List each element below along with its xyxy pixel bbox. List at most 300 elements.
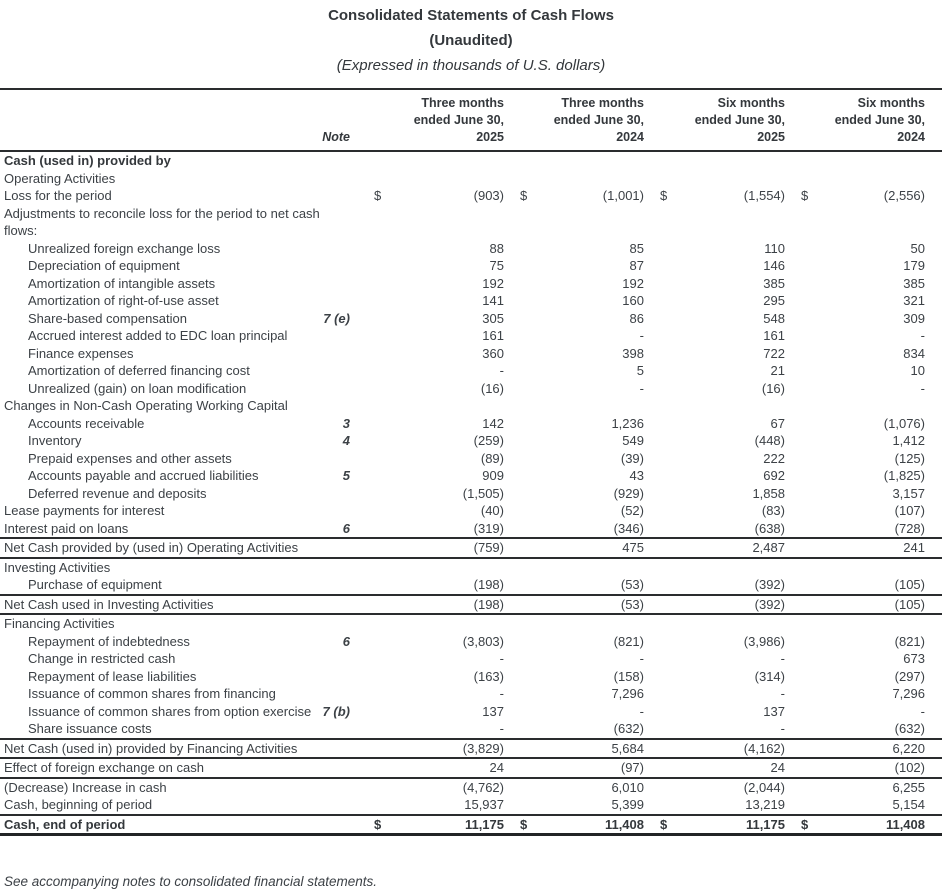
table-row — [0, 432, 942, 450]
row-value: 24 — [676, 758, 787, 778]
row-note-reference — [302, 292, 360, 310]
currency-symbol — [506, 345, 536, 363]
row-value: 11,408 — [817, 815, 942, 835]
currency-symbol — [506, 703, 536, 721]
row-value: (821) — [613, 633, 644, 649]
row-value: 86 — [629, 310, 644, 326]
row-value: 6,220 — [817, 739, 942, 759]
row-value — [676, 614, 787, 633]
currency-symbol — [506, 558, 536, 577]
currency-symbol — [646, 758, 676, 778]
currency-symbol — [646, 633, 676, 651]
row-value: 192 — [622, 275, 644, 291]
currency-symbol — [506, 151, 536, 170]
row-label: Amortization of deferred financing cost — [28, 363, 250, 378]
row-value: 88 — [489, 240, 504, 256]
row-value: (929) — [613, 485, 644, 501]
currency-symbol — [506, 633, 536, 651]
currency-symbol — [787, 151, 817, 170]
row-label: Net Cash provided by (used in) Operating Activities — [0, 538, 302, 558]
row-label: Deferred revenue and deposits — [28, 485, 207, 501]
row-label: Net Cash used in Investing Activities — [0, 595, 302, 615]
row-note-reference — [302, 685, 360, 703]
row-value: 11,175 — [676, 815, 787, 835]
row-label: Unrealized (gain) on loan modification — [28, 380, 247, 396]
row-value: - — [390, 720, 506, 739]
table-row — [0, 633, 942, 651]
row-note-reference — [302, 170, 360, 188]
table-row — [0, 485, 942, 503]
currency-symbol — [787, 703, 817, 721]
row-value: - — [499, 363, 504, 378]
currency-symbol: $ — [801, 188, 809, 203]
currency-symbol — [787, 668, 817, 686]
currency-symbol — [506, 170, 536, 188]
row-label: Investing Activities — [4, 559, 111, 575]
currency-symbol — [787, 240, 817, 258]
row-note-reference — [302, 668, 360, 686]
row-value: 137 — [763, 703, 785, 719]
row-note-reference — [302, 650, 360, 668]
currency-symbol — [506, 485, 536, 503]
row-note-reference: 6 — [302, 520, 360, 539]
currency-symbol — [506, 310, 536, 328]
row-value — [536, 205, 646, 223]
table-row — [0, 558, 942, 577]
row-value: 110 — [764, 240, 785, 256]
row-value: 21 — [770, 363, 785, 378]
row-value: (728) — [817, 520, 942, 539]
table-row — [0, 310, 942, 328]
currency-symbol: $ — [646, 815, 676, 835]
currency-symbol — [646, 345, 676, 363]
currency-symbol — [646, 778, 676, 797]
row-label: Loss for the period — [4, 188, 112, 203]
currency-symbol — [506, 397, 536, 415]
row-label: Cash, beginning of period — [0, 796, 302, 815]
row-value: (158) — [613, 668, 644, 684]
table-row — [0, 685, 942, 703]
row-label: Unrealized foreign exchange loss — [28, 240, 221, 256]
row-value: - — [676, 720, 787, 739]
row-note-reference — [302, 796, 360, 815]
currency-symbol — [360, 467, 390, 485]
currency-symbol — [506, 739, 536, 759]
table-row — [0, 240, 942, 258]
row-value: (105) — [817, 576, 942, 595]
row-value: (638) — [676, 520, 787, 539]
currency-symbol — [506, 380, 536, 398]
row-value: (632) — [536, 720, 646, 739]
currency-symbol — [787, 720, 817, 739]
table-row — [0, 796, 942, 815]
currency-symbol — [646, 650, 676, 668]
row-value — [817, 151, 942, 170]
row-value: (314) — [754, 668, 785, 684]
currency-symbol — [360, 170, 390, 188]
currency-symbol — [360, 796, 390, 815]
row-note-reference — [302, 739, 360, 759]
row-value — [676, 558, 787, 577]
row-value: 1,858 — [752, 485, 785, 501]
currency-symbol — [360, 432, 390, 450]
row-value: (759) — [390, 538, 506, 558]
currency-symbol — [646, 467, 676, 485]
currency-symbol — [646, 685, 676, 703]
table-row — [0, 720, 942, 739]
currency-symbol: $ — [660, 188, 668, 203]
row-value: (52) — [620, 503, 644, 518]
currency-symbol — [787, 397, 817, 415]
row-label: Repayment of indebtedness — [28, 633, 190, 649]
row-value: 360 — [482, 345, 504, 361]
row-value: (2,556) — [883, 188, 925, 203]
table-row — [0, 576, 942, 595]
currency-symbol — [787, 576, 817, 595]
row-value: 141 — [482, 293, 504, 308]
row-value: - — [639, 703, 644, 719]
row-note-reference: 6 — [342, 633, 350, 649]
row-note-reference — [302, 327, 360, 345]
table-row — [0, 380, 942, 398]
row-value: (903) — [473, 188, 504, 203]
table-row — [0, 450, 942, 468]
currency-symbol — [646, 151, 676, 170]
row-label: Share issuance costs — [0, 720, 302, 739]
currency-symbol — [787, 778, 817, 797]
row-note-reference — [302, 502, 360, 520]
row-note-reference — [302, 257, 360, 275]
currency-symbol — [787, 362, 817, 380]
row-note-reference — [302, 187, 360, 205]
row-label: Inventory — [28, 433, 82, 448]
currency-symbol — [360, 739, 390, 759]
currency-symbol — [360, 758, 390, 778]
row-value: 146 — [763, 258, 785, 273]
row-value: 24 — [390, 758, 506, 778]
row-value: 13,219 — [676, 796, 787, 815]
row-value: 548 — [763, 310, 785, 326]
row-value: - — [780, 651, 785, 666]
row-value: (346) — [536, 520, 646, 539]
row-value: (319) — [390, 520, 506, 539]
currency-symbol: $ — [787, 815, 817, 835]
currency-symbol — [646, 576, 676, 595]
row-value: 398 — [622, 345, 644, 361]
row-value: 179 — [903, 258, 925, 273]
row-value: 475 — [536, 538, 646, 558]
row-value — [390, 222, 506, 240]
table-row — [0, 205, 942, 223]
currency-symbol — [646, 240, 676, 258]
currency-symbol — [787, 614, 817, 633]
currency-symbol — [360, 151, 390, 170]
currency-symbol — [360, 502, 390, 520]
currency-symbol — [360, 397, 390, 415]
row-value: - — [780, 686, 785, 701]
cash-flow-table — [0, 88, 942, 836]
document-subtitle-currency: (Expressed in thousands of U.S. dollars) — [336, 57, 606, 74]
row-value: 15,937 — [390, 796, 506, 815]
row-label: Cash, end of period — [0, 815, 302, 835]
currency-symbol — [646, 415, 676, 433]
row-value: 161 — [482, 328, 504, 343]
row-value: 834 — [903, 345, 925, 361]
row-value: 6,010 — [611, 779, 644, 795]
row-value: 161 — [763, 328, 785, 343]
row-value: 7,296 — [892, 686, 925, 701]
row-value — [817, 397, 942, 415]
row-note-reference — [302, 576, 360, 595]
row-value: (3,829) — [390, 739, 506, 759]
row-value: (1,001) — [602, 188, 644, 203]
row-value: (1,825) — [883, 468, 925, 483]
currency-symbol — [787, 205, 817, 223]
currency-symbol — [646, 720, 676, 739]
currency-symbol — [506, 502, 536, 520]
row-label: Accounts receivable — [28, 415, 145, 431]
currency-symbol — [787, 170, 817, 188]
row-value: (89) — [480, 450, 504, 466]
currency-symbol — [787, 310, 817, 328]
currency-symbol — [360, 205, 390, 223]
row-label: Financing Activities — [4, 616, 115, 631]
table-row — [0, 292, 942, 310]
row-note-reference — [302, 275, 360, 293]
row-note-reference: 3 — [342, 415, 350, 431]
row-value: (97) — [536, 758, 646, 778]
row-value: (125) — [894, 450, 925, 466]
currency-symbol — [506, 685, 536, 703]
currency-symbol — [787, 758, 817, 778]
currency-symbol — [787, 502, 817, 520]
currency-symbol — [646, 485, 676, 503]
row-value: (105) — [817, 595, 942, 615]
row-value — [676, 170, 787, 188]
row-value: 1,412 — [892, 433, 925, 448]
currency-symbol — [506, 720, 536, 739]
row-value: 85 — [629, 240, 644, 256]
currency-symbol — [646, 538, 676, 558]
table-row — [0, 595, 942, 615]
currency-symbol — [360, 485, 390, 503]
row-value — [536, 397, 646, 415]
currency-symbol — [506, 205, 536, 223]
row-value — [536, 614, 646, 633]
currency-symbol — [646, 796, 676, 815]
row-note-reference: 7 (e) — [323, 310, 350, 326]
currency-symbol — [360, 292, 390, 310]
row-value — [817, 614, 942, 633]
row-value: (198) — [390, 595, 506, 615]
row-value: (448) — [754, 433, 785, 448]
row-value: 3,157 — [892, 485, 925, 501]
row-note-reference — [302, 538, 360, 558]
currency-symbol — [360, 778, 390, 797]
row-value: 305 — [482, 310, 504, 326]
row-value: 7,296 — [611, 686, 644, 701]
row-value: 160 — [622, 293, 644, 308]
currency-symbol — [506, 595, 536, 615]
currency-symbol — [360, 275, 390, 293]
row-value: (53) — [536, 576, 646, 595]
row-value: 241 — [817, 538, 942, 558]
row-value: (632) — [817, 720, 942, 739]
currency-symbol: $ — [506, 815, 536, 835]
row-value: 5 — [636, 363, 644, 378]
row-value: 137 — [482, 703, 504, 719]
currency-symbol — [360, 650, 390, 668]
column-header-h1-2024: Six months ended June 30, 2024 — [787, 89, 942, 151]
row-value: 385 — [763, 275, 785, 291]
row-label: Adjustments to reconcile loss for the period to net cash — [4, 205, 320, 221]
table-row — [0, 327, 942, 345]
currency-symbol — [506, 432, 536, 450]
row-value — [676, 205, 787, 223]
currency-symbol — [787, 796, 817, 815]
row-value — [536, 170, 646, 188]
row-value: (16) — [761, 380, 785, 396]
currency-symbol — [646, 170, 676, 188]
row-value: 6,255 — [892, 779, 925, 795]
row-value: 67 — [770, 415, 785, 431]
row-note-reference: 4 — [342, 433, 350, 448]
currency-symbol — [787, 650, 817, 668]
column-header-q2-2024: Three months ended June 30, 2024 — [506, 89, 646, 151]
table-row — [0, 703, 942, 721]
table-row — [0, 257, 942, 275]
row-value: (297) — [894, 668, 925, 684]
row-value — [817, 558, 942, 577]
currency-symbol — [506, 415, 536, 433]
row-value — [390, 614, 506, 633]
row-value — [817, 170, 942, 188]
table-row — [0, 222, 942, 240]
currency-symbol — [646, 739, 676, 759]
currency-symbol — [646, 668, 676, 686]
row-value: 5,684 — [536, 739, 646, 759]
row-value — [676, 397, 787, 415]
row-value: - — [639, 651, 644, 666]
table-row — [0, 467, 942, 485]
row-value: 43 — [629, 468, 644, 483]
row-value — [390, 205, 506, 223]
row-note-reference — [302, 240, 360, 258]
row-value: (39) — [620, 450, 644, 466]
row-value: 11,408 — [536, 815, 646, 835]
row-value: (1,505) — [462, 485, 504, 501]
row-label: Operating Activities — [4, 170, 116, 186]
currency-symbol — [787, 595, 817, 615]
row-value: (392) — [676, 576, 787, 595]
row-value: - — [639, 380, 644, 396]
currency-symbol — [506, 292, 536, 310]
currency-symbol — [360, 310, 390, 328]
accompanying-notes-text: See accompanying notes to consolidated financial statements. — [4, 874, 377, 889]
currency-symbol — [646, 362, 676, 380]
currency-symbol — [646, 595, 676, 615]
currency-symbol — [646, 558, 676, 577]
table-row — [0, 275, 942, 293]
currency-symbol — [646, 380, 676, 398]
row-note-reference — [302, 558, 360, 577]
currency-symbol — [506, 538, 536, 558]
currency-symbol — [787, 538, 817, 558]
row-label: Share-based compensation — [28, 310, 187, 326]
currency-symbol — [506, 614, 536, 633]
table-row — [0, 778, 942, 797]
row-label: Repayment of lease liabilities — [28, 668, 197, 684]
column-header-q2-2025: Three months ended June 30, 2025 — [360, 89, 506, 151]
table-row — [0, 815, 942, 835]
currency-symbol — [646, 432, 676, 450]
row-note-reference: 5 — [342, 468, 350, 483]
row-note-reference — [302, 450, 360, 468]
row-note-reference — [302, 380, 360, 398]
row-value — [676, 222, 787, 240]
row-label: Accrued interest added to EDC loan principal — [28, 328, 288, 343]
table-row — [0, 650, 942, 668]
row-value — [536, 558, 646, 577]
row-value — [390, 397, 506, 415]
row-note-reference — [302, 778, 360, 797]
currency-symbol — [360, 576, 390, 595]
currency-symbol — [787, 739, 817, 759]
row-label: Depreciation of equipment — [28, 258, 180, 273]
currency-symbol — [646, 275, 676, 293]
currency-symbol — [506, 450, 536, 468]
currency-symbol — [787, 467, 817, 485]
row-value: 549 — [622, 433, 644, 448]
currency-symbol — [646, 257, 676, 275]
currency-symbol — [787, 345, 817, 363]
currency-symbol: $ — [374, 188, 382, 203]
row-value: (163) — [473, 668, 504, 684]
row-label: flows: — [4, 223, 38, 238]
table-row — [0, 397, 942, 415]
currency-symbol — [360, 362, 390, 380]
row-value: 87 — [629, 258, 644, 273]
row-note-reference — [302, 345, 360, 363]
row-value: 692 — [763, 468, 785, 483]
currency-symbol — [787, 432, 817, 450]
currency-symbol — [646, 310, 676, 328]
row-value — [390, 558, 506, 577]
column-header-h1-2025: Six months ended June 30, 2025 — [646, 89, 787, 151]
table-row — [0, 362, 942, 380]
row-value: - — [920, 703, 925, 719]
row-value: (821) — [894, 633, 925, 649]
currency-symbol: $ — [360, 815, 390, 835]
cashflow-table-body — [0, 151, 942, 835]
row-label: Effect of foreign exchange on cash — [0, 758, 302, 778]
row-value: (2,044) — [743, 779, 785, 795]
currency-symbol — [506, 327, 536, 345]
row-value: 5,399 — [536, 796, 646, 815]
table-row — [0, 668, 942, 686]
currency-symbol — [787, 257, 817, 275]
row-label: (Decrease) Increase in cash — [4, 779, 167, 795]
row-label: Changes in Non-Cash Operating Working Capital — [4, 398, 288, 413]
currency-symbol — [360, 558, 390, 577]
row-note-reference — [302, 720, 360, 739]
row-label: Accounts payable and accrued liabilities — [28, 468, 259, 483]
currency-symbol — [360, 345, 390, 363]
currency-symbol — [646, 205, 676, 223]
currency-symbol — [360, 685, 390, 703]
row-label: Amortization of right-of-use asset — [28, 293, 219, 308]
currency-symbol — [360, 703, 390, 721]
